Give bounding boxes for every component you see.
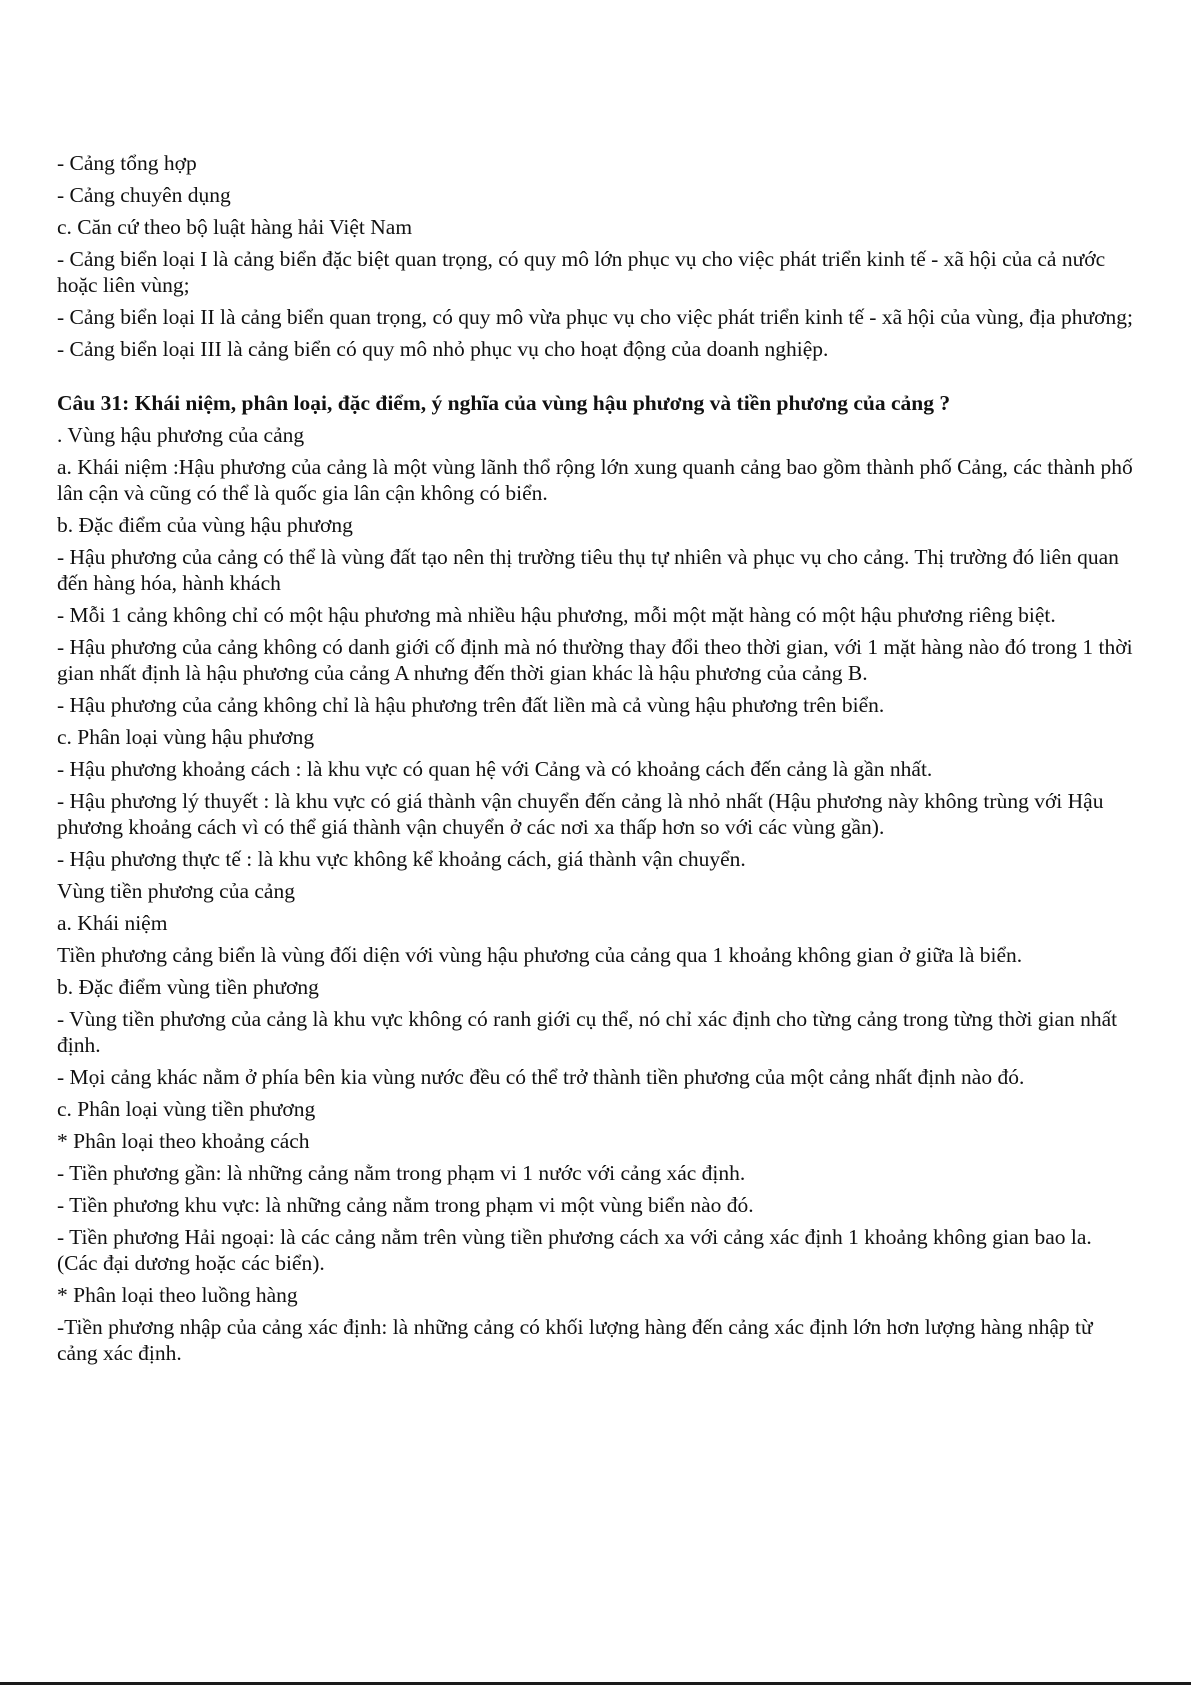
- text-line: c. Phân loại vùng tiền phương: [57, 1097, 316, 1121]
- text-line: - Cảng chuyên dụng: [57, 183, 231, 207]
- text-line: Vùng tiền phương của cảng: [57, 879, 295, 903]
- text-line: * Phân loại theo khoảng cách: [57, 1129, 310, 1153]
- text-line: -Tiền phương nhập của cảng xác định: là những cảng có khối lượng hàng đến cảng xác định lớn hơn lượng hàng nhập từ cảng xác định.: [57, 1315, 1093, 1365]
- text-line: - Cảng tổng hợp: [57, 151, 197, 175]
- text-line: - Vùng tiền phương của cảng là khu vực không có ranh giới cụ thể, nó chỉ xác định cho từng cảng trong từng thời gian nhất định.: [57, 1007, 1118, 1057]
- text-line: - Tiền phương khu vực: là những cảng nằm trong phạm vi một vùng biển nào đó.: [57, 1193, 754, 1217]
- text-line: * Phân loại theo luồng hàng: [57, 1283, 298, 1307]
- text-line: - Cảng biển loại II là cảng biển quan trọng, có quy mô vừa phục vụ cho việc phát triển kinh tế - xã hội của vùng, địa phương;: [57, 305, 1133, 329]
- text-line: - Mỗi 1 cảng không chỉ có một hậu phương mà nhiều hậu phương, mỗi một mặt hàng có một hậu phương riêng biệt.: [57, 603, 1056, 627]
- text-line: - Mọi cảng khác nằm ở phía bên kia vùng nước đều có thể trở thành tiền phương của một cảng nhất định nào đó.: [57, 1065, 1025, 1089]
- text-line: c. Phân loại vùng hậu phương: [57, 725, 315, 749]
- text-line: b. Đặc điểm của vùng hậu phương: [57, 513, 353, 537]
- text-line: a. Khái niệm :Hậu phương của cảng là một vùng lãnh thổ rộng lớn xung quanh cảng bao gồm thành phố Cảng, các thành phố lân cận và cũng có thể là quốc gia lân cận không có biển.: [57, 455, 1133, 505]
- text-line: - Hậu phương của cảng không chỉ là hậu phương trên đất liền mà cả vùng hậu phương trên biển.: [57, 693, 885, 717]
- text-line: - Tiền phương Hải ngoại: là các cảng nằm trên vùng tiền phương cách xa với cảng xác định 1 khoảng không gian bao la. (Các đại dương hoặc các biển).: [57, 1225, 1092, 1275]
- question-heading: Câu 31: Khái niệm, phân loại, đặc điểm, ý nghĩa của vùng hậu phương và tiền phương của cảng ?: [57, 391, 951, 415]
- text-line: - Cảng biển loại I là cảng biển đặc biệt quan trọng, có quy mô lớn phục vụ cho việc phát triển kinh tế - xã hội của cả nước hoặc liên vùng;: [57, 247, 1106, 297]
- text-line: - Hậu phương thực tế : là khu vực không kể khoảng cách, giá thành vận chuyển.: [57, 847, 746, 871]
- document-page: [57, 150, 1137, 1366]
- text-line: - Tiền phương gần: là những cảng nằm trong phạm vi 1 nước với cảng xác định.: [57, 1161, 746, 1185]
- text-line: a. Khái niệm: [57, 911, 168, 935]
- text-line: - Hậu phương của cảng không có danh giới cố định mà nó thường thay đổi theo thời gian, với 1 mặt hàng nào đó trong 1 thời gian nhất định là hậu phương của cảng A nhưng đến thời gian khác là hậu phương của cảng B.: [57, 635, 1133, 685]
- text-line: . Vùng hậu phương của cảng: [57, 423, 305, 447]
- text-line: Tiền phương cảng biển là vùng đối diện với vùng hậu phương của cảng qua 1 khoảng không gian ở giữa là biển.: [57, 943, 1023, 967]
- text-line: - Hậu phương của cảng có thể là vùng đất tạo nên thị trường tiêu thụ tự nhiên và phục vụ cho cảng. Thị trường đó liên quan đến hàng hóa, hành khách: [57, 545, 1119, 595]
- text-line: - Cảng biển loại III là cảng biển có quy mô nhỏ phục vụ cho hoạt động của doanh nghiệp.: [57, 337, 829, 361]
- text-line: - Hậu phương lý thuyết : là khu vực có giá thành vận chuyển đến cảng là nhỏ nhất (Hậu phương này không trùng với Hậu phương khoảng cách vì có thể giá thành vận chuyển ở các nơi xa thấp hơn so với các vùng gần).: [57, 789, 1104, 839]
- text-line: - Hậu phương khoảng cách : là khu vực có quan hệ với Cảng và có khoảng cách đến cảng là gần nhất.: [57, 757, 933, 781]
- text-line: c. Căn cứ theo bộ luật hàng hải Việt Nam: [57, 215, 413, 239]
- text-line: b. Đặc điểm vùng tiền phương: [57, 975, 319, 999]
